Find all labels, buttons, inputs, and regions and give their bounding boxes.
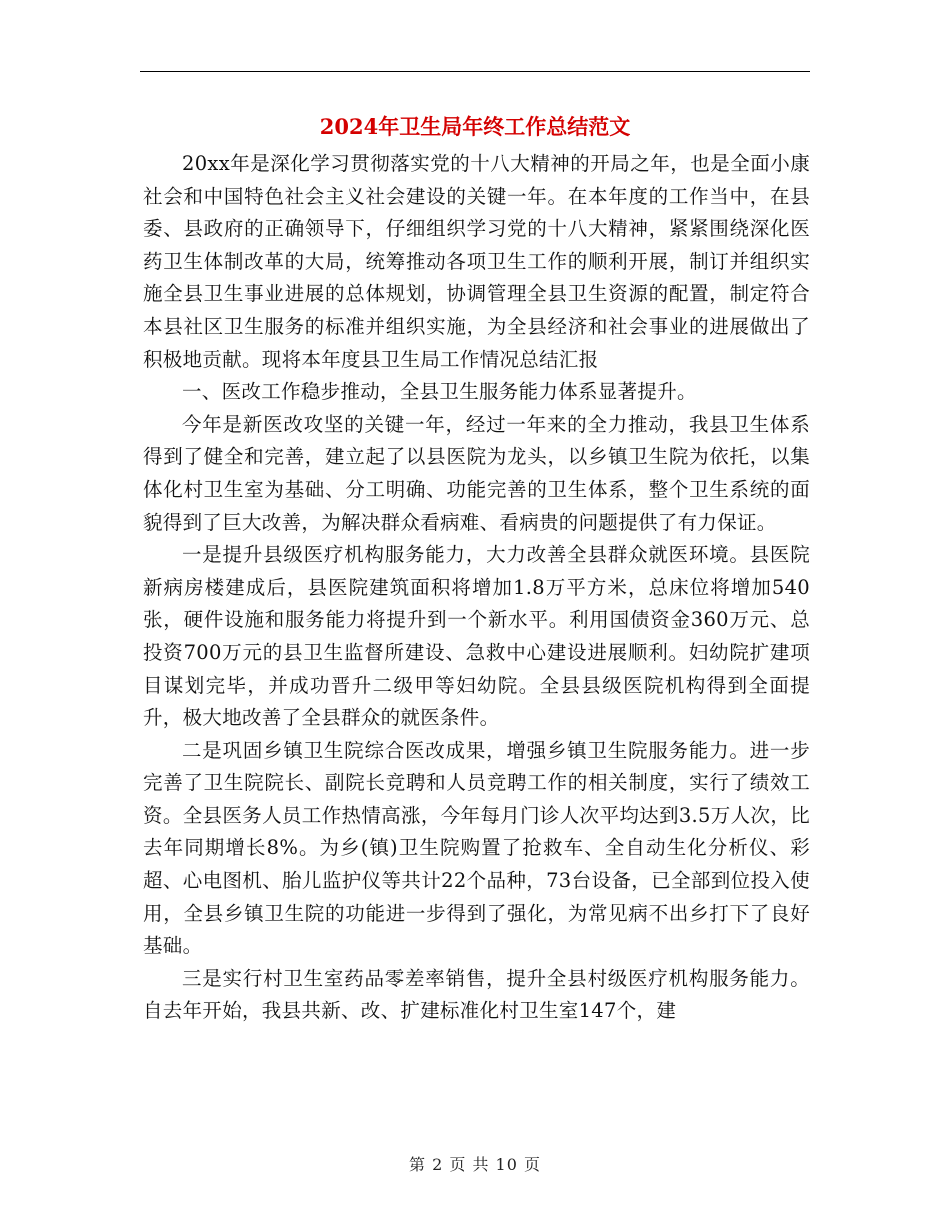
paragraph-intro: 20xx年是深化学习贯彻落实党的十八大精神的开局之年，也是全面小康社会和中国特色社会主义社会建设的关键一年。在本年度的工作当中，在县委、县政府的正确领导下，仔细组织学习党的十八大精神，紧紧围绕深化医药卫生体制改革的大局，统筹推动各项卫生工作的顺利开展，制订并组织实施全县卫生事业进展的总体规划，协调管理全县卫生资源的配置，制定符合本县社区卫生服务的标准并组织实施，为全县经济和社会事业的进展做出了积极地贡献。现将本年度县卫生局工作情况总结汇报: [143, 152, 810, 371]
document-title: 2024年卫生局年终工作总结范文: [319, 114, 631, 139]
document-body: [143, 148, 810, 1028]
paragraph-township-hospitals: 二是巩固乡镇卫生院综合医改成果，增强乡镇卫生院服务能力。进一步完善了卫生院院长、副院长竞聘和人员竞聘工作的相关制度，实行了绩效工资。全县医务人员工作热情高涨，今年每月门诊人次平均达到3.5万人次，比去年同期增长8%。为乡(镇)卫生院购置了抢救车、全自动生化分析仪、彩超、心电图机、胎儿监护仪等共计22个品种，73台设备，已全部到位投入使用，全县乡镇卫生院的功能进一步得到了强化，为常见病不出乡打下了良好基础。: [143, 738, 810, 958]
paragraph-village-clinics: 三是实行村卫生室药品零差率销售，提升全县村级医疗机构服务能力。自去年开始，我县共新、改、扩建标准化村卫生室147个，建: [143, 966, 810, 1023]
page-number: 第 2 页 共 10 页: [409, 1155, 541, 1174]
header-rule: [140, 71, 810, 72]
section-heading-1: 一、医改工作稳步推动，全县卫生服务能力体系显著提升。: [182, 380, 697, 404]
paragraph-county-hospitals: 一是提升县级医疗机构服务能力，大力改善全县群众就医环境。县医院新病房楼建成后，县医院建筑面积将增加1.8万平方米，总床位将增加540张，硬件设施和服务能力将提升到一个新水平。利用国债资金360万元、总投资700万元的县卫生监督所建设、急救中心建设进展顺利。妇幼院扩建项目谋划完毕，并成功晋升二级甲等妇幼院。全县县级医院机构得到全面提升，极大地改善了全县群众的就医条件。: [143, 543, 810, 730]
paragraph-reform: 今年是新医改攻坚的关键一年，经过一年来的全力推动，我县卫生体系得到了健全和完善，建立起了以县医院为龙头，以乡镇卫生院为依托，以集体化村卫生室为基础、分工明确、功能完善的卫生体系，整个卫生系统的面貌得到了巨大改善，为解决群众看病难、看病贵的问题提供了有力保证。: [143, 412, 810, 534]
